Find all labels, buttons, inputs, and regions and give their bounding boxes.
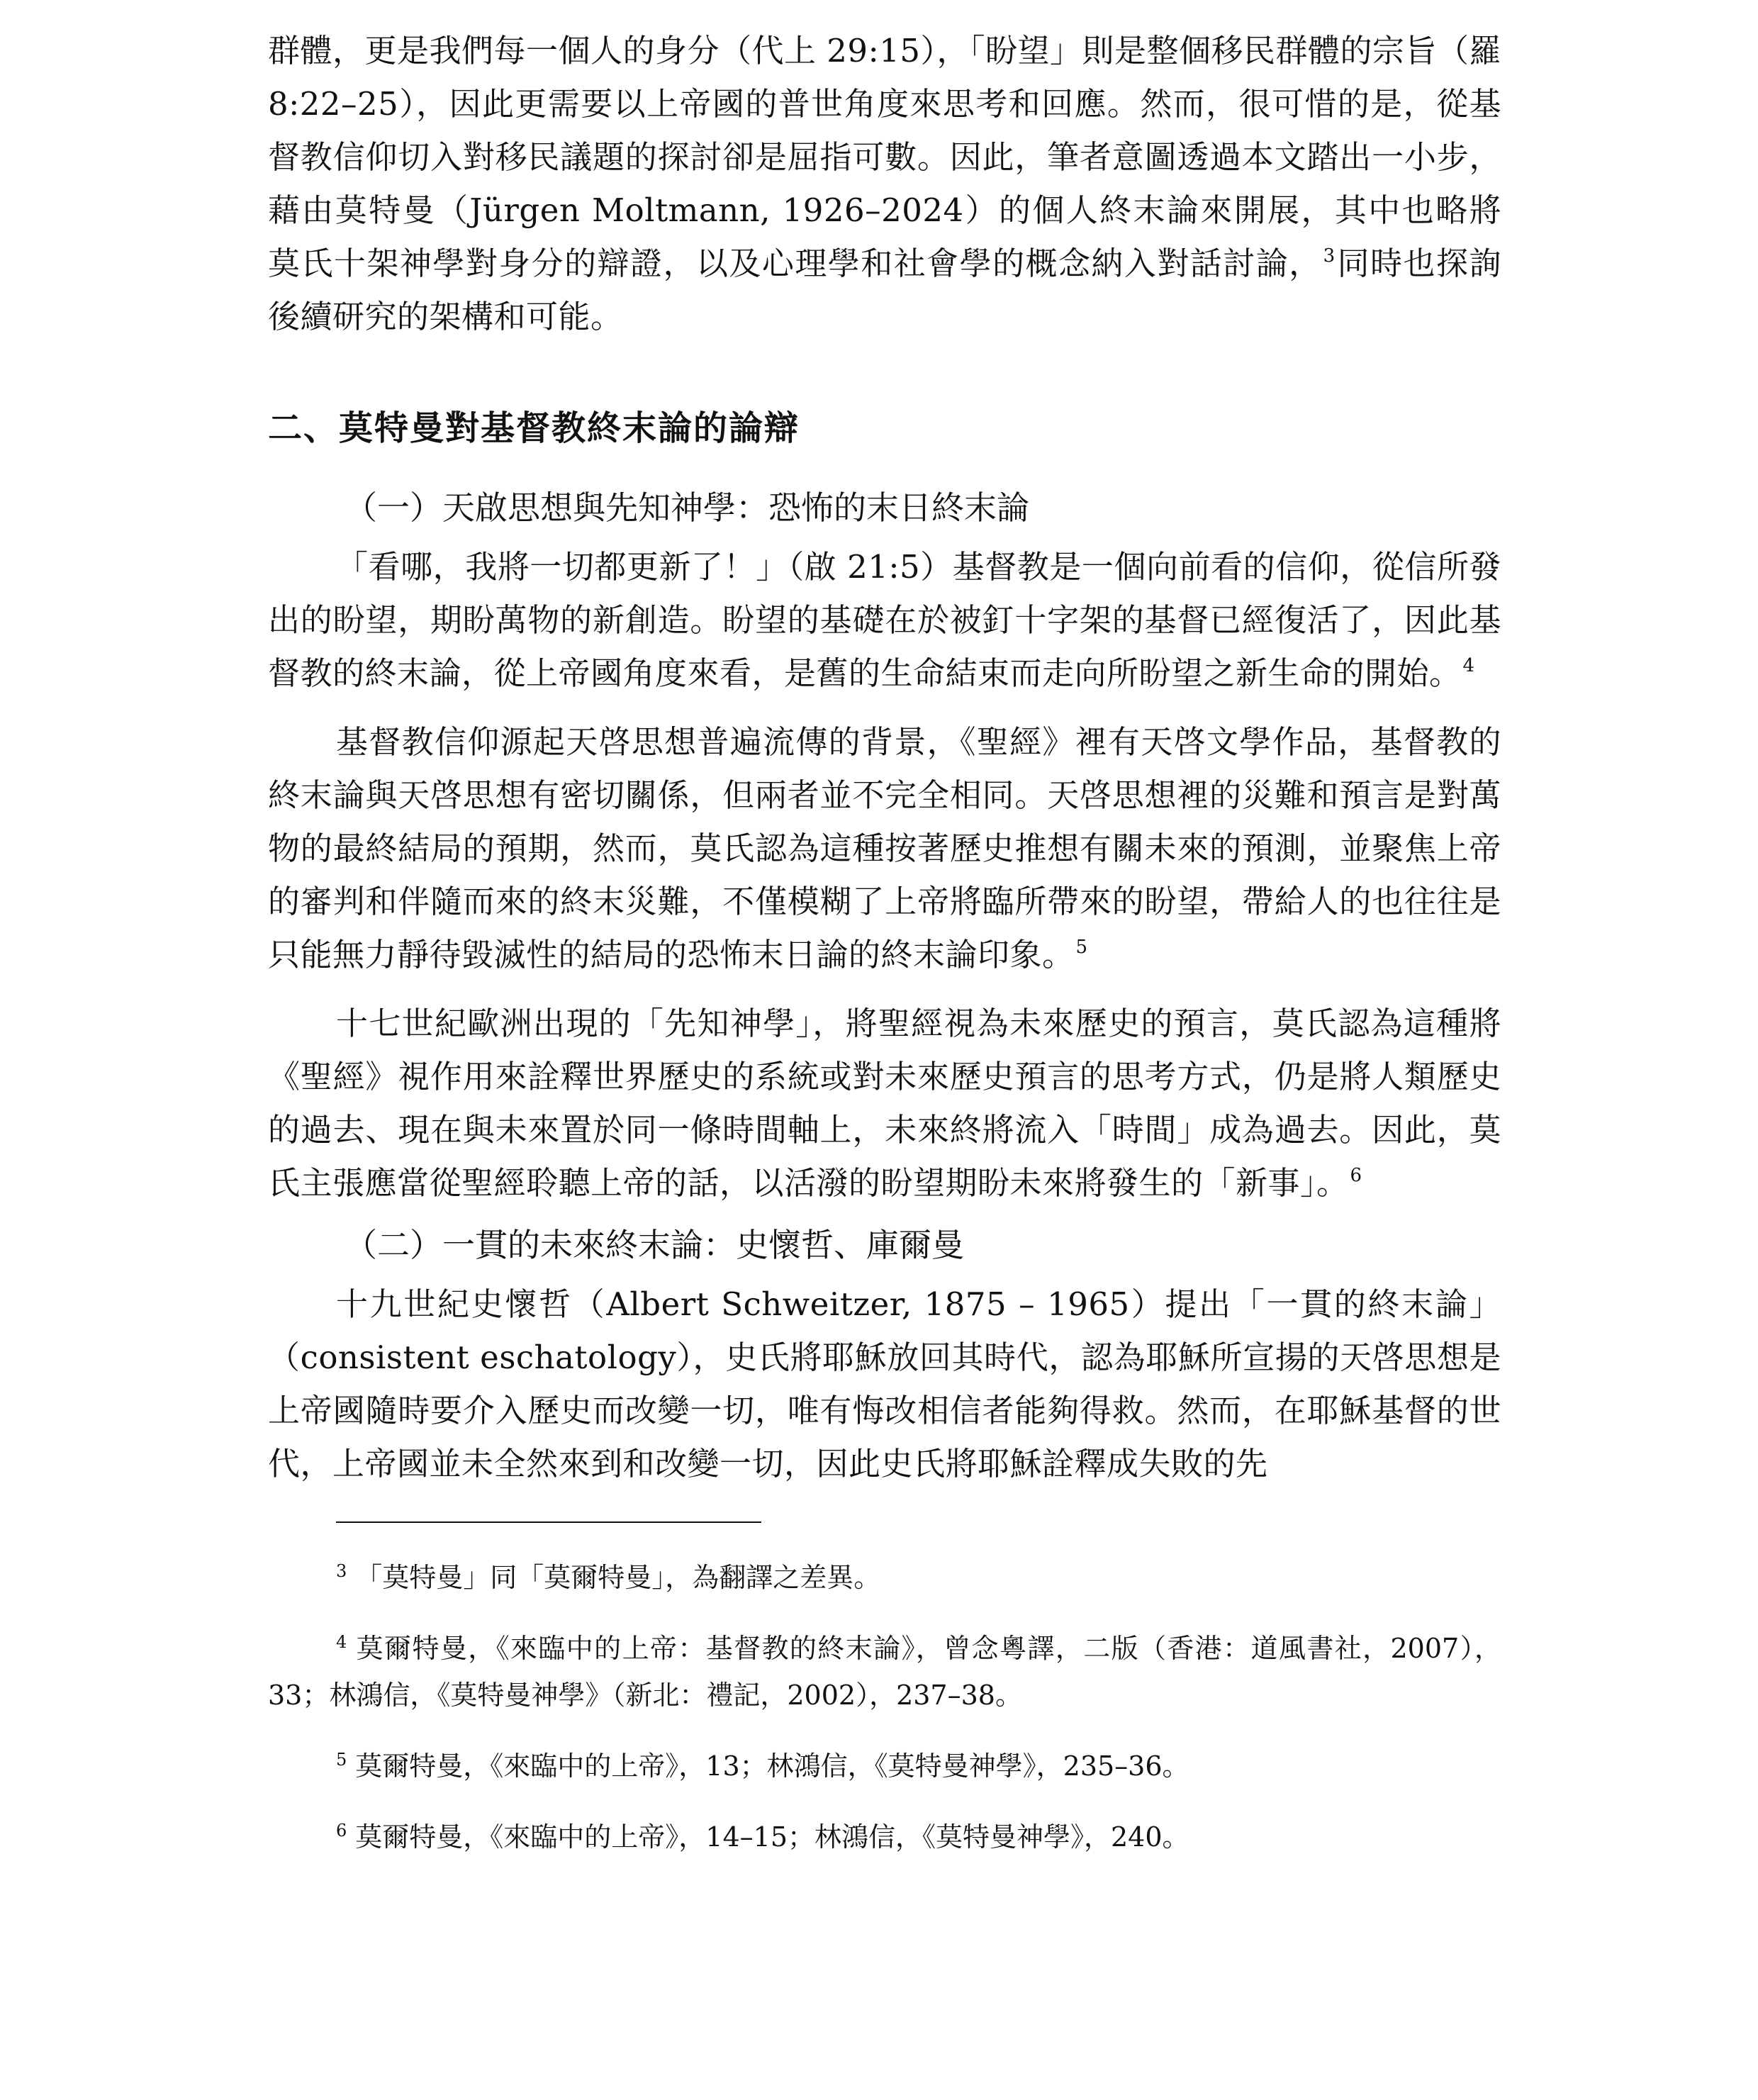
body-paragraph-3-text: 十七世紀歐洲出現的「先知神學」，將聖經視為未來歷史的預言，莫氏認為這種將《聖經》視作用來詮釋世界歷史的系統或對未來歷史預言的思考方式，仍是將人類歷史的過去、現在與未來置於同一條時間軸上，未來終將流入「時間」成為過去。因此，莫氏主張應當從聖經聆聽上帝的話，以活潑的盼望期盼未來將發生的「新事」。 [268, 1005, 1501, 1202]
intro-paragraph-tail: 同時也探詢後續研究的架構和可能。 [268, 245, 1501, 335]
footnote-number: 5 [336, 1750, 347, 1770]
footnote-text: 「莫特曼」同「莫爾特曼」，為翻譯之差異。 [355, 1562, 881, 1593]
section-heading: 二、莫特曼對基督教終末論的論辯 [268, 408, 800, 448]
subsection-heading-1: （一）天啟思想與先知神學：恐怖的末日終末論 [345, 488, 1029, 527]
document-page [268, 24, 1501, 1884]
footnote-3 [268, 1554, 1501, 1601]
body-paragraph-3 [268, 997, 1501, 1210]
footnote-number: 6 [336, 1821, 347, 1841]
footnote-text: 莫爾特曼，《來臨中的上帝》，14–15；林鴻信，《莫特曼神學》，240。 [355, 1821, 1189, 1853]
footnote-4 [268, 1625, 1501, 1719]
subsection-heading-2: （二）一貫的未來終末論：史懷哲、庫爾曼 [345, 1226, 964, 1264]
footnote-text: 莫爾特曼，《來臨中的上帝》，13；林鴻信，《莫特曼神學》，235–36。 [355, 1750, 1189, 1782]
footnote-ref-5[interactable]: 5 [1075, 937, 1088, 958]
footnote-ref-6[interactable]: 6 [1350, 1165, 1362, 1186]
footnote-number: 3 [336, 1561, 347, 1581]
footnote-ref-4[interactable]: 4 [1462, 655, 1475, 676]
footnote-6 [268, 1814, 1501, 1860]
footnote-number: 4 [336, 1632, 347, 1652]
footnote-ref-3[interactable]: 3 [1323, 245, 1336, 267]
intro-paragraph-text: 群體，更是我們每一個人的身分（代上 29:15），「盼望」則是整個移民群體的宗旨（羅 8:22–25），因此更需要以上帝國的普世角度來思考和回應。然而，很可惜的是，從基督教信仰切入對移民議題的探討卻是屈指可數。因此，筆者意圖透過本文踏出一小步，藉由莫特曼（Jürgen Moltmann, 1926–2024）的個人終末論來開展，其中也略將莫氏十架神學對身分的辯證，以及心理學和社會學的概念納入對話討論， [268, 32, 1501, 282]
footnote-text: 莫爾特曼，《來臨中的上帝：基督教的終末論》，曾念粵譯，二版（香港：道風書社，2007），33；林鴻信，《莫特曼神學》（新北：禮記，2002），237–38。 [268, 1633, 1501, 1711]
footnote-divider [336, 1521, 761, 1523]
body-paragraph-4 [268, 1278, 1501, 1490]
body-paragraph-2-text: 基督教信仰源起天啓思想普遍流傳的背景，《聖經》裡有天啓文學作品，基督教的終末論與天啓思想有密切關係，但兩者並不完全相同。天啓思想裡的災難和預言是對萬物的最終結局的預期，然而，莫氏認為這種按著歷史推想有關未來的預測，並聚焦上帝的審判和伴隨而來的終末災難，不僅模糊了上帝將臨所帶來的盼望，帶給人的也往往是只能無力靜待毀滅性的結局的恐怖末日論的終末論印象。 [268, 723, 1501, 973]
intro-paragraph [268, 24, 1501, 343]
body-paragraph-4-text: 十九世紀史懷哲（Albert Schweitzer, 1875 – 1965）提出「一貫的終末論」（consistent eschatology），史氏將耶穌放回其時代，認為耶穌所宣揚的天啓思想是上帝國隨時要介入歷史而改變一切，唯有悔改相信者能夠得救。然而，在耶穌基督的世代，上帝國並未全然來到和改變一切，因此史氏將耶穌詮釋成失敗的先 [268, 1285, 1501, 1482]
body-paragraph-1 [268, 540, 1501, 700]
body-paragraph-2 [268, 715, 1501, 981]
footnote-5 [268, 1743, 1501, 1789]
body-paragraph-1-text: 「看哪，我將一切都更新了！」（啟 21:5）基督教是一個向前看的信仰，從信所發出的盼望，期盼萬物的新創造。盼望的基礎在於被釘十字架的基督已經復活了，因此基督教的終末論，從上帝國角度來看，是舊的生命結束而走向所盼望之新生命的開始。 [268, 548, 1501, 692]
